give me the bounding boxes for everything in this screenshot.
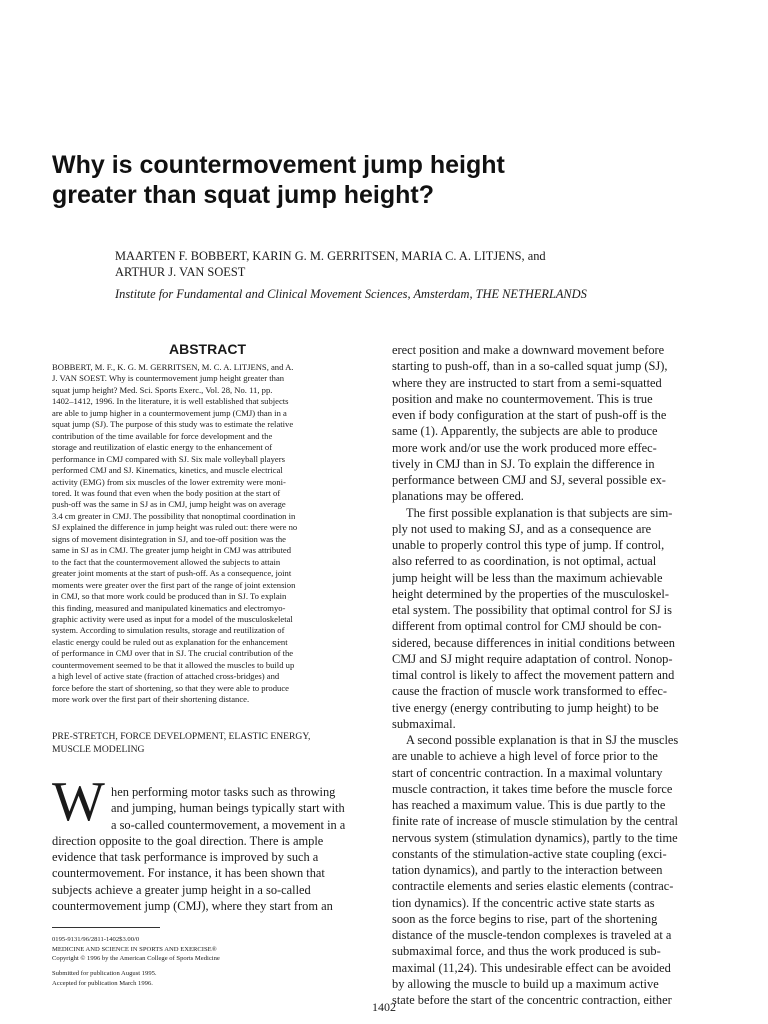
paragraph-line: also referred to as coordination, is not optimal, actual xyxy=(392,554,657,569)
abstract-line: storage and reutilization of elastic energy to the enhancement of xyxy=(52,442,273,453)
paragraph-line: jump height will be less than the maximum achievable xyxy=(392,570,663,585)
abstract-line: a high level of active state (fraction of attached cross-bridges) and xyxy=(52,671,280,682)
intro-line: a so-called countermovement, a movement in a xyxy=(111,817,346,832)
keywords-line-1: PRE-STRETCH, FORCE DEVELOPMENT, ELASTIC ENERGY, xyxy=(52,731,311,742)
paragraph-line: ply not used to making SJ, and as a consequence are xyxy=(392,521,652,536)
paragraph-line: The first possible explanation is that subjects are sim- xyxy=(406,505,673,520)
paragraph-line: tive energy (energy contributing to jump height) to be xyxy=(392,700,659,715)
abstract-line: are able to jump higher in a countermovement jump (CMJ) than in a xyxy=(52,407,287,418)
paragraph-line: erect position and make a downward movement before xyxy=(392,343,665,357)
paragraph-line: finite rate of increase of muscle stimulation by the central xyxy=(392,814,678,829)
intro-line: evidence that task performance is improved by such a xyxy=(52,850,319,865)
accepted-date: Accepted for publication March 1996. xyxy=(52,979,153,987)
paragraph-line: etal system. The possibility that optimal control for SJ is xyxy=(392,603,672,617)
introduction-paragraph xyxy=(52,784,363,914)
paragraph-line: submaximal force, and thus the work produced is sub- xyxy=(392,944,661,959)
footnote-divider xyxy=(52,927,160,928)
abstract-line: system. According to simulation results, storage and reutilization of xyxy=(52,625,285,636)
paragraph-line: start of concentric contraction. In a maximal voluntary xyxy=(392,765,663,780)
page-number: 1402 xyxy=(372,1000,396,1014)
intro-line: subjects achieve a greater jump height in a so-called xyxy=(52,882,311,897)
abstract-line: greater joint moments at the start of push-off. As a consequence, joint xyxy=(52,568,292,579)
paragraph-line: contractile elements and series elastic elements (contrac- xyxy=(392,879,674,894)
paragraph-line: different from optimal control for CMJ should be con- xyxy=(392,619,662,634)
abstract-line: elastic energy could be ruled out as explanation for the enhancement xyxy=(52,636,288,647)
paragraph-line: muscle contraction, it takes time before the muscle force xyxy=(392,781,673,796)
abstract-line: same in SJ as in CMJ. The greater jump height in CMJ was attributed xyxy=(52,545,292,556)
abstract-line: squat jump (SJ). The purpose of this study was to estimate the relative xyxy=(52,419,294,430)
paragraph-line: has reached a maximum value. This is due partly to the xyxy=(392,798,666,812)
paragraph-line: tively in CMJ than in SJ. To explain the difference in xyxy=(392,456,655,471)
abstract-line: graphic activity were used as input for a model of the musculoskeletal xyxy=(52,613,293,624)
footnote xyxy=(52,935,363,989)
abstract-line: BOBBERT, M. F., K. G. M. GERRITSEN, M. C. A. LITJENS, and A. xyxy=(52,362,294,372)
footnote-line: 0195-9131/96/2811-1402$3.00/0 xyxy=(52,936,140,943)
abstract-line: in CMJ, so that more work could be produced than in SJ. To explain xyxy=(52,591,287,602)
keywords-line-2: MUSCLE MODELING xyxy=(52,744,145,755)
abstract-line: squat jump height? Med. Sci. Sports Exerc., Vol. 28, No. 11, pp. xyxy=(52,384,273,395)
abstract-body xyxy=(52,362,363,706)
right-column-text xyxy=(392,342,710,1008)
title-line-1: Why is countermovement jump height xyxy=(52,151,505,179)
paragraph-line: submaximal. xyxy=(392,716,456,731)
paragraph-line: planations may be offered. xyxy=(392,489,524,504)
abstract-line: countermovement seemed to be that it allowed the muscles to build up xyxy=(52,659,295,670)
abstract-line: tored. It was found that even when the body position at the start of xyxy=(52,487,281,498)
paragraph-line: nervous system (stimulation dynamics), partly to the time xyxy=(392,830,678,845)
paragraph-line: tion dynamics). If the concentric active state starts as xyxy=(392,895,655,910)
paragraph-line: CMJ and SJ might require adaptation of control. Nonop- xyxy=(392,651,673,666)
abstract-line: SJ explained the difference in jump height was ruled out: there were no xyxy=(52,522,298,533)
abstract-line: 3.4 cm greater in CMJ. The possibility that nonoptimal coordination in xyxy=(52,510,296,521)
affiliation: Institute for Fundamental and Clinical Movement Sciences, Amsterdam, THE NETHERLANDS xyxy=(115,287,587,301)
intro-line: direction opposite to the goal direction. There is ample xyxy=(52,833,324,848)
intro-line: countermovement jump (CMJ), where they start from an xyxy=(52,899,333,914)
paragraph-line: distance of the muscle-tendon complexes is traveled at a xyxy=(392,928,672,942)
authors xyxy=(115,248,715,280)
abstract-heading: ABSTRACT xyxy=(169,341,246,357)
abstract-line: performed CMJ and SJ. Kinematics, kinetics, and muscle electrical xyxy=(52,465,283,476)
paragraph-line: performance between CMJ and SJ, several possible ex- xyxy=(392,473,666,487)
abstract-line: signs of movement disintegration in SJ, and toe-off position was the xyxy=(52,533,286,544)
submitted-date: Submitted for publication August 1995. xyxy=(52,970,157,978)
paragraph-line: where they are instructed to start from a semi-squatted xyxy=(392,375,662,390)
abstract-line: push-off was the same in SJ as in CMJ, jump height was on average xyxy=(52,499,286,510)
abstract-line: activity (EMG) from six muscles of the lower extremity were moni- xyxy=(52,476,286,487)
paragraph-line: tation dynamics), and partly to the interaction between xyxy=(392,863,663,877)
intro-line: countermovement. For instance, it has been shown that xyxy=(52,866,325,881)
abstract-line: this finding, measured and manipulated kinematics and electromyo- xyxy=(52,602,286,613)
paragraph-line: sidered, because differences in initial conditions between xyxy=(392,635,675,650)
footnote-line: MEDICINE AND SCIENCE IN SPORTS AND EXERCISE® xyxy=(52,945,217,953)
abstract-line: moments were greater over the first part of the range of joint extension xyxy=(52,579,296,590)
paragraph-line: starting to push-off, than in a so-called squat jump (SJ), xyxy=(392,359,668,374)
paragraph-line: constants of the stimulation-active state coupling (exci- xyxy=(392,846,667,861)
paragraph-line: soon as the force begins to rise, part of the shortening xyxy=(392,911,658,926)
keywords xyxy=(52,730,363,756)
paragraph-line: are unable to achieve a high level of force prior to the xyxy=(392,749,658,764)
intro-line: and jumping, human beings typically start with xyxy=(111,801,345,816)
drop-cap: W xyxy=(52,771,105,833)
intro-line: hen performing motor tasks such as throwing xyxy=(111,785,336,799)
abstract-line: performance in CMJ compared with SJ. Six male volleyball players xyxy=(52,453,285,464)
abstract-line: force before the start of shortening, so that they were able to produce xyxy=(52,682,289,693)
abstract-line: contribution of the time available for force development and the xyxy=(52,430,273,441)
paragraph-line: state before the start of the concentric contraction, either xyxy=(392,993,672,1007)
paragraph-line: same (1). Apparently, the subjects are able to produce xyxy=(392,424,658,439)
paragraph-line: more work and/or use the work produced more effec- xyxy=(392,440,657,455)
paragraph-line: by allowing the muscle to build up a maximum active xyxy=(392,976,659,991)
paragraph-line: position and make no countermovement. This is true xyxy=(392,391,653,406)
abstract-line: 1402–1412, 1996. In the literature, it is well established that subjects xyxy=(52,396,289,407)
title-line-2: greater than squat jump height? xyxy=(52,181,434,209)
authors-line-1: MAARTEN F. BOBBERT, KARIN G. M. GERRITSEN, MARIA C. A. LITJENS, and xyxy=(115,249,546,263)
paragraph-line: height determined by the properties of the musculoskel- xyxy=(392,586,669,601)
abstract-line: more work over the first part of their shortening distance. xyxy=(52,694,250,705)
paragraph-line: cause the fraction of muscle work transformed to effec- xyxy=(392,684,668,699)
paragraph-line: even if body configuration at the start of push-off is the xyxy=(392,408,667,422)
paper-title xyxy=(52,150,692,210)
authors-line-2: ARTHUR J. VAN SOEST xyxy=(115,265,246,279)
footnote-line: Copyright © 1996 by the American College of Sports Medicine xyxy=(52,955,220,963)
abstract-line: to the fact that the countermovement allowed the subjects to attain xyxy=(52,556,281,567)
abstract-line: J. VAN SOEST. Why is countermovement jump height greater than xyxy=(52,373,285,384)
paragraph-line: unable to properly control this type of jump. If control, xyxy=(392,538,665,552)
paragraph-line: timal control is likely to affect the movement pattern and xyxy=(392,668,675,682)
abstract-line: of performance in CMJ over that in SJ. The crucial contribution of the xyxy=(52,648,294,659)
paragraph-line: maximal (11,24). This undesirable effect can be avoided xyxy=(392,960,671,975)
paragraph-line: A second possible explanation is that in SJ the muscles xyxy=(406,733,679,747)
